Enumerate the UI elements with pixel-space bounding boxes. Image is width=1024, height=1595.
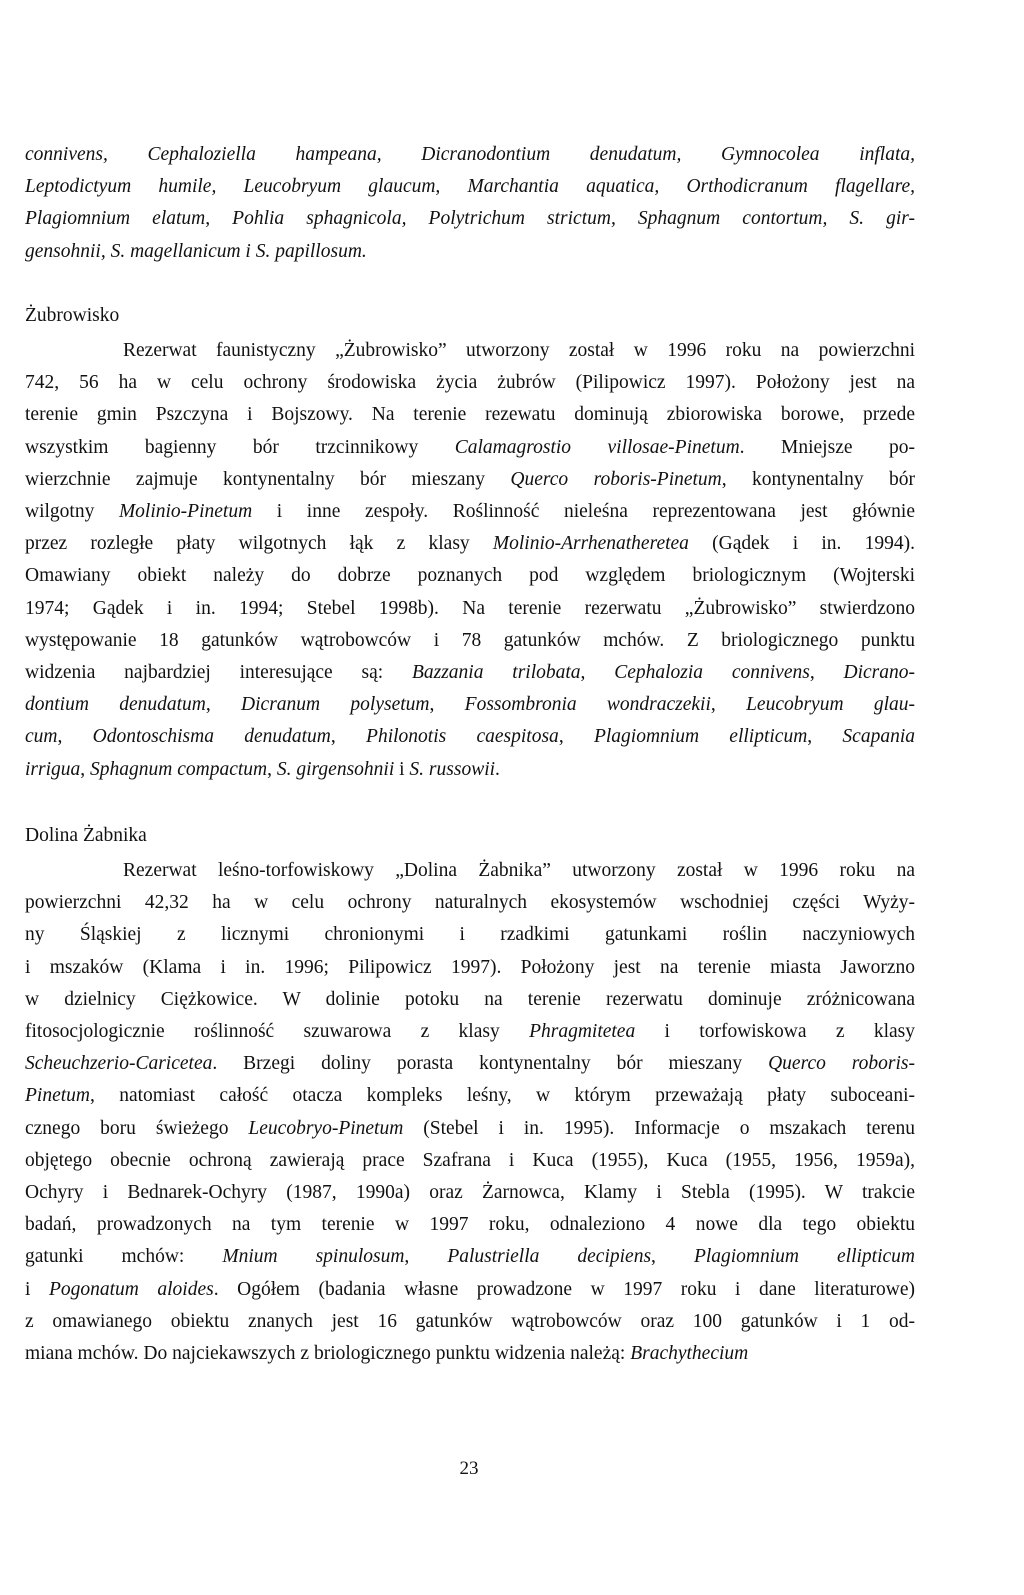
text-line: wszystkim bagienny bór trzcinnikowy Calamagrostio villosae-Pinetum. Mniejsze po-: [25, 436, 915, 458]
intro-species-list: [25, 139, 915, 268]
text-line: wilgotny Molinio-Pinetum i inne zespoły. Roślinność nieleśna reprezentowana jest głównie: [25, 501, 915, 523]
text-line: Rezerwat faunistyczny „Żubrowisko” utworzony został w 1996 roku na powierzchni: [123, 340, 915, 361]
text-line: miana mchów. Do najciekawszych z briologicznego punktu widzenia należą: Brachythecium: [25, 1343, 749, 1365]
text-line: 1974; Gądek i in. 1994; Stebel 1998b). Na terenie rezerwatu „Żubrowisko” stwierdzono: [25, 597, 915, 619]
text-line: widzenia najbardziej interesujące są: Bazzania trilobata, Cephalozia connivens, Dicrano-: [25, 662, 915, 684]
text-line: Pinetum, natomiast całość otacza kompleks leśny, w którym przeważają płaty suboceani-: [25, 1085, 915, 1107]
zubrowisko-paragraph: [25, 335, 915, 786]
text-line: fitosocjologicznie roślinność szuwarowa z klasy Phragmitetea i torfowiskowa z klasy: [25, 1021, 916, 1043]
text-line: Rezerwat leśno-torfowiskowy „Dolina Żabnika” utworzony został w 1996 roku na: [123, 860, 915, 881]
text-line: ny Śląskiej z licznymi chronionymi i rzadkimi gatunkami roślin naczyniowych: [25, 924, 915, 946]
text-line: Omawiany obiekt należy do dobrze poznanych pod względem briologicznym (Wojterski: [25, 565, 915, 587]
text-line: Scheuchzerio-Caricetea. Brzegi doliny porasta kontynentalny bór mieszany Querco roboris-: [25, 1053, 915, 1075]
text-line: powierzchni 42,32 ha w celu ochrony naturalnych ekosystemów wschodniej części Wyży-: [25, 892, 915, 914]
section-heading-zubrowisko: Żubrowisko: [25, 305, 120, 326]
text-line: Plagiomnium elatum, Pohlia sphagnicola, Polytrichum strictum, Sphagnum contortum, S. gir-: [25, 208, 915, 230]
text-line: gensohnii, S. magellanicum i S. papillosum.: [25, 240, 367, 262]
text-line: z omawianego obiektu znanych jest 16 gatunków wątrobowców oraz 100 gatunków i 1 od-: [25, 1310, 915, 1332]
text-line: w dzielnicy Ciężkowice. W dolinie potoku na terenie rezerwatu dominuje zróżnicowana: [25, 988, 915, 1010]
text-line: i Pogonatum aloides. Ogółem (badania własne prowadzone w 1997 roku i dane literaturowe): [25, 1278, 915, 1300]
text-line: Ochyry i Bednarek-Ochyry (1987, 1990a) oraz Żarnowca, Klamy i Stebla (1995). W trakcie: [25, 1182, 915, 1204]
text-line: 742, 56 ha w celu ochrony środowiska życia żubrów (Pilipowicz 1997). Położony jest na: [25, 372, 915, 394]
text-line: cznego boru świeżego Leucobryo-Pinetum (Stebel i in. 1995). Informacje o mszakach terenu: [25, 1117, 915, 1139]
text-line: przez rozległe płaty wilgotnych łąk z klasy Molinio-Arrhenatheretea (Gądek i in. 1994).: [25, 533, 916, 555]
text-line: i mszaków (Klama i in. 1996; Pilipowicz 1997). Położony jest na terenie miasta Jaworzno: [25, 956, 915, 978]
text-line: terenie gmin Pszczyna i Bojszowy. Na terenie rezewatu dominują zbiorowiska borowe, przede: [25, 404, 915, 426]
text-line: objętego obecnie ochroną zawierają prace Szafrana i Kuca (1955), Kuca (1955, 1956, 1959a),: [25, 1149, 915, 1171]
dolina-zabnika-paragraph: [25, 855, 915, 1370]
page-number: 23: [459, 1458, 479, 1479]
text-line: gatunki mchów: Mnium spinulosum, Palustriella decipiens, Plagiomnium ellipticum: [25, 1246, 916, 1268]
text-line: występowanie 18 gatunków wątrobowców i 78 gatunków mchów. Z briologicznego punktu: [25, 629, 915, 651]
text-line: Leptodictyum humile, Leucobryum glaucum, Marchantia aquatica, Orthodicranum flagellare,: [25, 176, 915, 198]
text-line: dontium denudatum, Dicranum polysetum, Fossombronia wondraczekii, Leucobryum glau-: [25, 694, 915, 716]
text-line: irrigua, Sphagnum compactum, S. girgensohnii i S. russowii.: [25, 758, 500, 780]
text-line: badań, prowadzonych na tym terenie w 1997 roku, odnaleziono 4 nowe dla tego obiektu: [25, 1214, 915, 1236]
text-line: wierzchnie zajmuje kontynentalny bór mieszany Querco roboris-Pinetum, kontynentalny bór: [25, 468, 915, 490]
text-line: cum, Odontoschisma denudatum, Philonotis caespitosa, Plagiomnium ellipticum, Scapania: [25, 726, 915, 748]
text-line: connivens, Cephaloziella hampeana, Dicranodontium denudatum, Gymnocolea inflata,: [25, 144, 915, 165]
section-heading-dolina-zabnika: Dolina Żabnika: [25, 825, 147, 846]
